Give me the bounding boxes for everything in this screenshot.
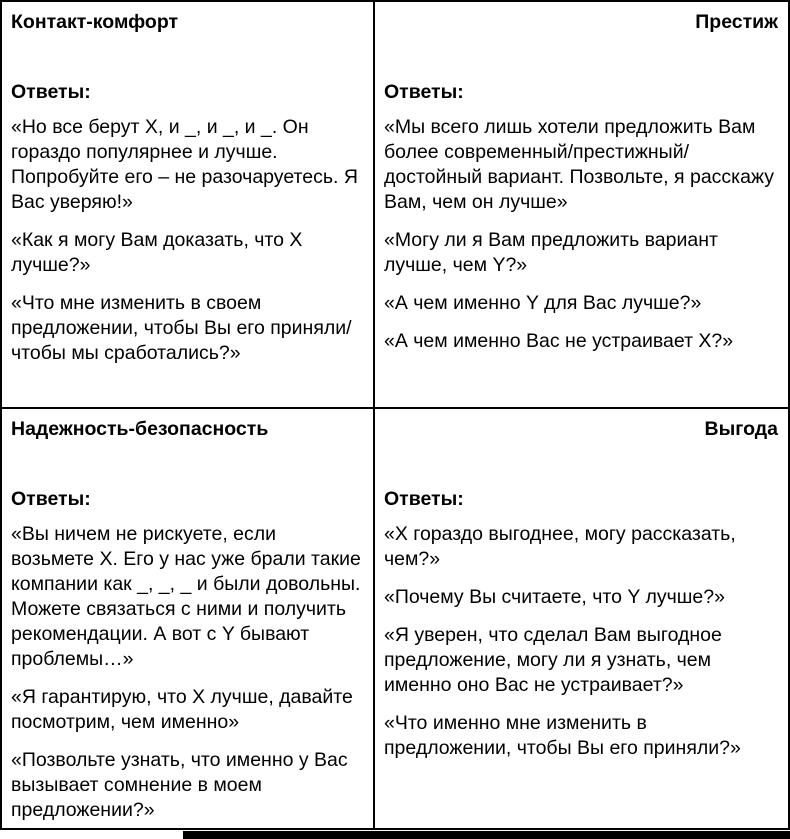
answer-paragraph: «Я уверен, что сделал Вам выгодное предложение, могу ли я узнать, чем именно оно Вас не устраивает?» bbox=[384, 624, 722, 696]
answer-paragraph: «Как я могу Вам доказать, что X лучше?» bbox=[11, 229, 303, 276]
answer-paragraph: «Но все берут X, и _, и _, и _. Он гораздо популярнее и лучше. Попробуйте его – не разочаруетесь. Я Вас уверяю!» bbox=[11, 116, 358, 213]
answer-paragraph: «А чем именно Вас не устраивает X?» bbox=[384, 330, 734, 352]
next-row-partial-bar bbox=[183, 831, 790, 839]
cell-prestige bbox=[375, 2, 788, 409]
answers-label: Ответы: bbox=[384, 81, 464, 103]
answers-label: Ответы: bbox=[11, 81, 91, 103]
answer-paragraph: «Что именно мне изменить в предложении, чтобы Вы его приняли?» bbox=[384, 712, 741, 759]
answer-paragraph: «А чем именно Y для Вас лучше?» bbox=[384, 292, 702, 314]
cell-reliability-safety bbox=[2, 409, 375, 828]
cell-benefit bbox=[375, 409, 788, 828]
cell-contact-comfort bbox=[2, 2, 375, 409]
cell-title-reliability-safety: Надежность-безопасность bbox=[11, 418, 269, 440]
answer-paragraph: «Вы ничем не рискуете, если возьмете X. Его у нас уже брали такие компании как _, _, _ и были довольны. Можете связаться с ними и получить рекомендации. А вот с Y бывают проблемы…» bbox=[11, 523, 361, 670]
answer-paragraph: «Могу ли я Вам предложить вариант лучше, чем Y?» bbox=[384, 229, 718, 276]
answer-paragraph: «Я гарантирую, что X лучше, давайте посмотрим, чем именно» bbox=[11, 686, 353, 733]
cell-title-contact-comfort: Контакт-комфорт bbox=[11, 11, 179, 33]
answer-paragraph: «Мы всего лишь хотели предложить Вам более современный/престижный/достойный вариант. Позвольте, я расскажу Вам, чем он лучше» bbox=[384, 116, 774, 213]
cell-title-prestige: Престиж bbox=[695, 11, 778, 33]
answer-paragraph: «Почему Вы считаете, что Y лучше?» bbox=[384, 586, 725, 608]
answer-paragraph: «X гораздо выгоднее, могу рассказать, чем?» bbox=[384, 523, 736, 570]
cell-title-benefit: Выгода bbox=[704, 418, 778, 440]
answer-paragraph: «Что мне изменить в своем предложении, чтобы Вы его приняли/чтобы мы сработались?» bbox=[11, 292, 352, 364]
answers-label: Ответы: bbox=[384, 488, 464, 510]
answers-label: Ответы: bbox=[11, 488, 91, 510]
answer-paragraph: «Позвольте узнать, что именно у Вас вызывает сомнение в моем предложении?» bbox=[11, 749, 348, 821]
